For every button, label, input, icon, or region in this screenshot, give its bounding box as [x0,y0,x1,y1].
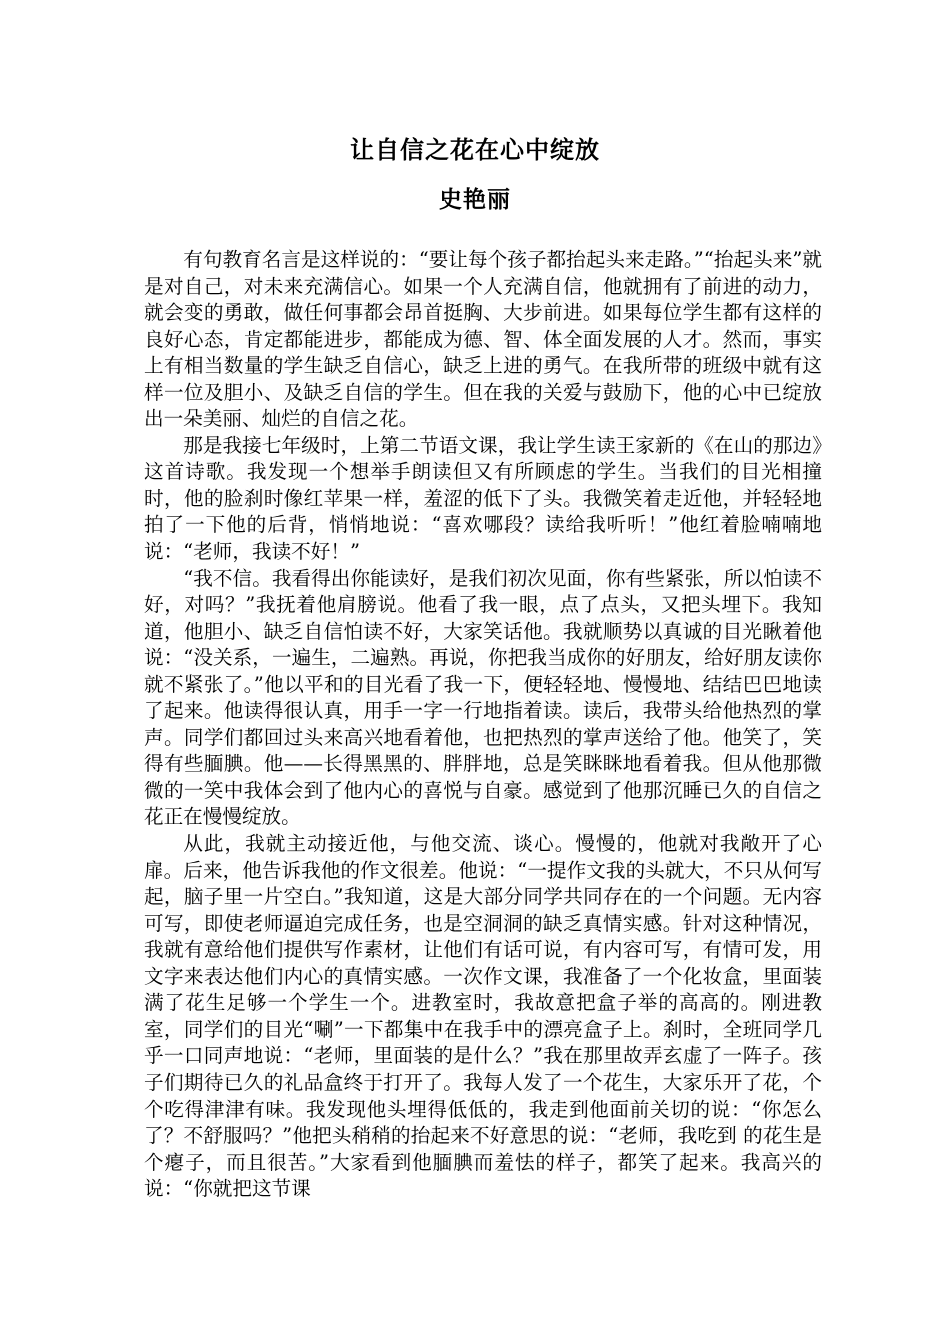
paragraph: 从此，我就主动接近他，与他交流、谈心。慢慢的，他就对我敞开了心扉。后来，他告诉我他的作文很差。他说：“一提作文我的头就大，不只从何写起，脑子里一片空白。”我知道，这是大部分同学共同存在的一个问题。无内容可写，即使老师逼迫完成任务，也是空洞洞的缺乏真情实感。针对这种情况，我就有意给他们提供写作素材，让他们有话可说，有内容可写，有情可发，用文字来表达他们内心的真情实感。一次作文课，我准备了一个化妆盒，里面装满了花生足够一个学生一个。进教室时，我故意把盒子举的高高的。刚进教室，同学们的目光“唰”一下都集中在我手中的漂亮盒子上。刹时，全班同学几乎一口同声地说：“老师，里面装的是什么？”我在那里故弄玄虚了一阵子。孩子们期待已久的礼品盒终于打开了。我每人发了一个花生，大家乐开了花，个个吃得津津有味。我发现他头埋得低低的，我走到他面前关切的说：“你怎么了？不舒服吗？”他把头稍稍的抬起来不好意思的说：“老师，我吃到 的花生是个瘪子，而且很苦。”大家看到他腼腆而羞怯的样子，都笑了起来。我高兴的说：“你就把这节课 [144,832,822,1201]
document-title: 让自信之花在心中绽放 [350,136,600,164]
document-author: 史艳丽 [439,187,511,213]
document-body [144,247,822,1203]
paragraph: 有句教育名言是这样说的：“要让每个孩子都抬起头来走路。”“抬起头来”就是对自己，对未来充满信心。如果一个人充满自信，他就拥有了前进的动力，就会变的勇敢，做任何事都会昂首挺胸、大步前进。如果每位学生都有这样的良好心态，肯定都能进步，都能成为德、智、体全面发展的人才。然而，事实上有相当数量的学生缺乏自信心，缺乏上进的勇气。在我所带的班级中就有这样一位及胆小、及缺乏自信的学生。但在我的关爱与鼓励下，他的心中已绽放出一朵美丽、灿烂的自信之花。 [144,248,822,431]
paragraph: “我不信。我看得出你能读好，是我们初次见面，你有些紧张，所以怕读不好，对吗？”我抚着他肩膀说。他看了我一眼，点了点头，又把头埋下。我知道，他胆小、缺乏自信怕读不好，大家笑话他。我就顺势以真诚的目光瞅着他说：“没关系，一遍生，二遍熟。再说，你把我当成你的好朋友，给好朋友读你就不紧张了。”他以平和的目光看了我一下，便轻轻地、慢慢地、结结巴巴地读了起来。他读得很认真，用手一字一行地指着读。读后，我带头给他热烈的掌声。同学们都回过头来高兴地看着他，也把热烈的掌声送给了他。他笑了，笑得有些腼腆。他——长得黑黑的、胖胖地，总是笑眯眯地看着我。但从他那微微的一笑中我体会到了他内心的喜悦与自豪。感觉到了他那沉睡已久的自信之花正在慢慢绽放。 [144,566,822,829]
paragraph: 那是我接七年级时，上第二节语文课，我让学生读王家新的《在山的那边》这首诗歌。我发现一个想举手朗读但又有所顾虑的学生。当我们的目光相撞时，他的脸刹时像红苹果一样，羞涩的低下了头。我微笑着走近他，并轻轻地拍了一下他的后背，悄悄地说：“喜欢哪段？读给我听听！”他红着脸喃喃地说：“老师，我读不好！” [144,433,822,564]
